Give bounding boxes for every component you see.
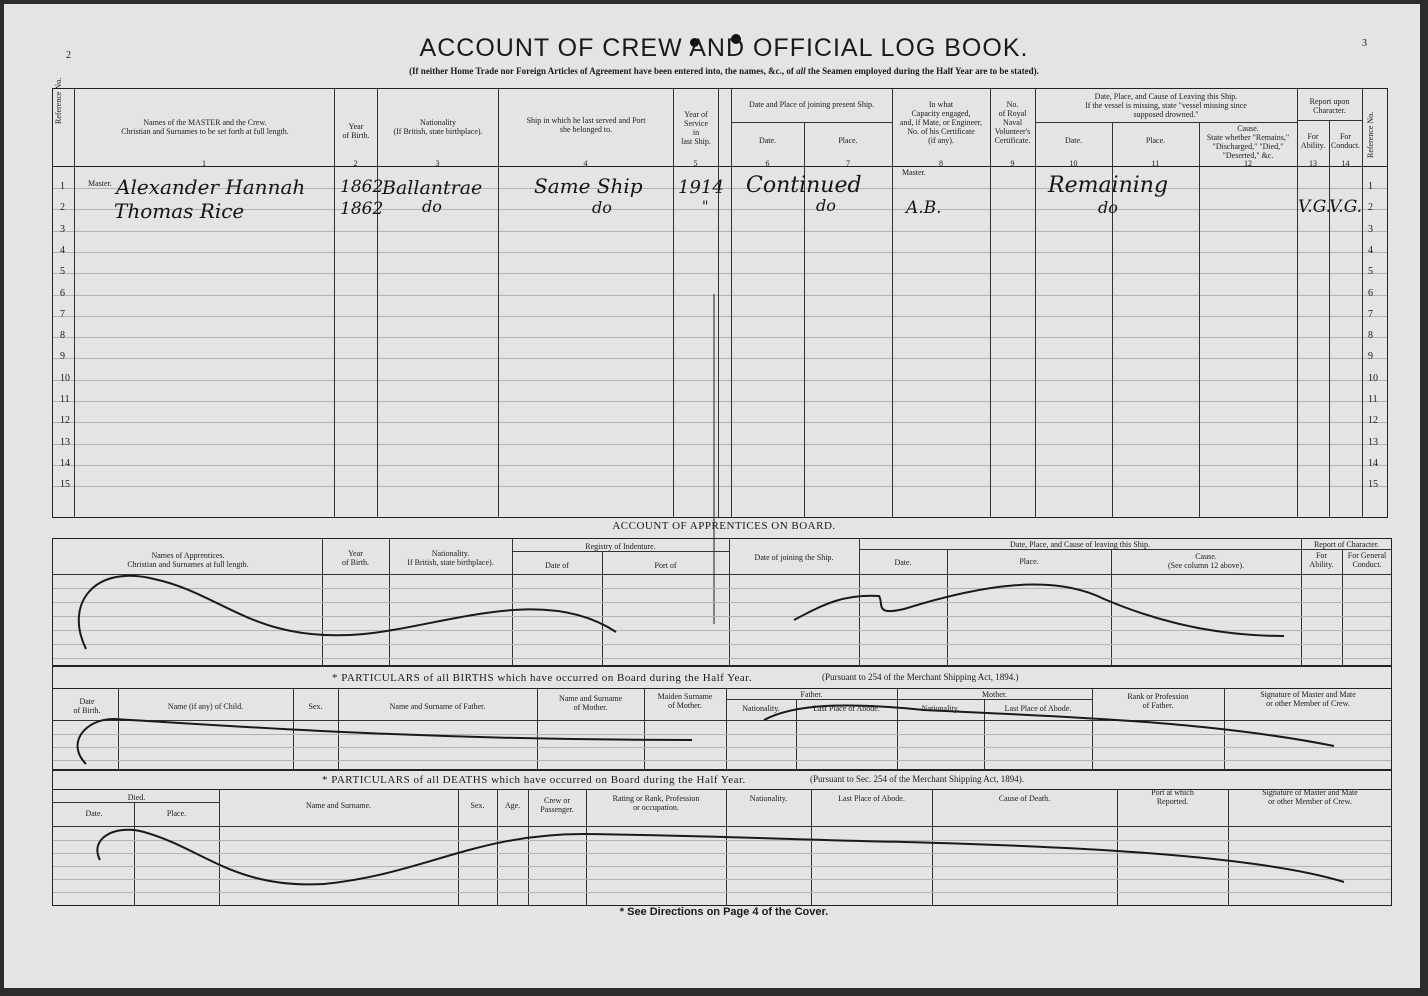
row-number: 1 (1368, 181, 1373, 192)
names-header-line: Names of the MASTER and the Crew. (143, 118, 267, 127)
header-line: "Deserted," &c. (1222, 151, 1274, 160)
log-book-page (4, 4, 1420, 988)
header-line: Year of Service (684, 110, 708, 128)
header-line: For (1307, 132, 1319, 141)
died-header: Died. (127, 793, 146, 802)
mother-abode-header: Last Place of Abode. (1004, 704, 1072, 713)
row-number: 8 (1368, 330, 1373, 341)
header-line: of Royal (998, 109, 1027, 118)
crew-year-birth: 1862 (340, 199, 384, 219)
header-line: If the vessel is missing, state "vessel missing since (1085, 101, 1247, 110)
row-number: 5 (60, 266, 65, 277)
death-nationality-header: Nationality. (749, 794, 788, 803)
crew-joining: Continued (746, 173, 862, 198)
row-number: 13 (60, 437, 70, 448)
header-line: or other Member of Crew. (1266, 699, 1350, 708)
header-line: Signature of Master and Mate (1262, 788, 1358, 797)
row-number: 7 (1368, 309, 1373, 320)
header-line: Conduct. (1352, 560, 1382, 569)
deaths-act: (Pursuant to Sec. 254 of the Merchant Shipping Act, 1894). (810, 774, 1024, 784)
row-number: 15 (60, 479, 70, 490)
header-line: and, if Mate, or Engineer, (899, 118, 983, 127)
row-number: 1 (60, 181, 65, 192)
master-label: Master. (88, 179, 112, 188)
page-number-right: 3 (1362, 38, 1367, 49)
mother-nationality-header: Nationality. (921, 704, 960, 713)
header-line: Ability. (1309, 560, 1334, 569)
crew-year-birth: 1862 (340, 177, 384, 197)
row-number: 4 (1368, 245, 1373, 256)
row-number: 12 (1368, 415, 1378, 426)
row-number: 13 (1368, 437, 1378, 448)
header-line: For (1339, 132, 1352, 141)
crew-ability: V.G. (1298, 197, 1332, 217)
header-line: Passenger. (540, 805, 574, 814)
leaving-place-header: Place. (1145, 136, 1166, 145)
row-number: 8 (60, 330, 65, 341)
deaths-cancel-stroke (97, 830, 1344, 885)
death-name-header: Name and Surname. (305, 801, 372, 810)
header-line: Maiden Surname (657, 692, 713, 701)
leaving-date-header: Date. (1064, 136, 1083, 145)
death-abode-header: Last Place of Abode. (838, 794, 905, 803)
cancellation-strokes (4, 4, 1420, 988)
death-place-header: Place. (166, 809, 187, 818)
header-line: Signature of Master and Mate (1260, 690, 1356, 699)
crew-name: Alexander Hannah (116, 175, 306, 199)
column-number: 5 (693, 159, 698, 168)
ref-no-header-right: Reference No. (1366, 111, 1375, 158)
subtitle-text: the Seamen employed during the Half Year are to be stated). (805, 66, 1039, 76)
column-number: 13 (1309, 159, 1317, 168)
header-line: Conduct. (1330, 141, 1361, 150)
row-number: 11 (1368, 394, 1378, 405)
deaths-title: * PARTICULARS of all DEATHS which have occurred on Board during the Half Year. (322, 774, 746, 786)
row-number: 4 (60, 245, 65, 256)
header-line: Date (79, 697, 95, 706)
crew-last-ship: Same Ship (534, 174, 643, 198)
crew-nationality: do (422, 197, 442, 216)
row-number: 12 (60, 415, 70, 426)
header-line: of Birth. (342, 131, 370, 140)
column-number: 14 (1341, 159, 1350, 168)
header-line: (See column 12 above). (1168, 561, 1244, 570)
death-sex-header: Sex. (470, 801, 485, 810)
apprentices-title: ACCOUNT OF APPRENTICES ON BOARD. (612, 520, 836, 532)
column-number: 2 (353, 159, 358, 168)
names-header-line: Christian and Surnames to be set forth at full length. (121, 127, 289, 136)
row-number: 14 (1368, 458, 1378, 469)
father-nationality-header: Nationality. (742, 704, 780, 713)
header-line: Ability. (1300, 141, 1326, 150)
births-title: * PARTICULARS of all BIRTHS which have occurred on Board during the Half Year. (332, 672, 753, 684)
registry-header: Registry of Indenture. (585, 542, 656, 551)
crew-year-service: " (702, 199, 709, 215)
column-number: 10 (1069, 159, 1078, 168)
page-title: ACCOUNT OF CREW AND OFFICIAL LOG BOOK. (419, 34, 1029, 62)
header-line: Certificate. (994, 136, 1031, 145)
page-number-left: 2 (66, 50, 71, 61)
child-name-header: Name (if any) of Child. (167, 702, 244, 711)
father-header: Father. (800, 690, 823, 699)
row-number: 10 (1368, 373, 1378, 384)
header-line: (if any). (928, 136, 954, 145)
column-number: 1 (202, 159, 206, 168)
header-line: Date, Place, and Cause of Leaving this Ship. (1094, 92, 1238, 101)
apprentice-date-header: Date. (894, 558, 912, 567)
row-number: 9 (1368, 351, 1373, 362)
crew-name: Thomas Rice (114, 199, 245, 223)
crew-nationality: Ballantrae (382, 177, 483, 199)
row-number: 3 (1368, 224, 1373, 235)
header-line: Year (348, 122, 364, 131)
birth-sex-header: Sex. (308, 702, 323, 711)
row-number: 9 (60, 351, 65, 362)
header-line: Name and Surname (558, 694, 623, 703)
subtitle-emphasis: all (796, 66, 806, 76)
row-number: 2 (60, 202, 65, 213)
ref-no-header: Reference No. (54, 77, 63, 124)
apprentice-leaving-header: Date, Place, and Cause of leaving this Ship. (1010, 540, 1150, 549)
header-line: of Birth. (73, 706, 101, 715)
apprentices-cancel-stroke (794, 585, 1284, 636)
footer-note: * See Directions on Page 4 of the Cover. (619, 906, 829, 918)
crew-last-ship: do (592, 198, 612, 217)
header-line: she belonged to. (559, 125, 613, 134)
births-cancel-stroke (78, 719, 692, 764)
joining-date-header: Date. (758, 136, 777, 145)
header-line: of Mother. (668, 701, 702, 710)
row-number: 10 (60, 373, 70, 384)
header-line: last Ship. (681, 137, 711, 146)
father-abode-header: Last Place of Abode. (813, 704, 880, 713)
header-line: Christian and Surnames at full length. (127, 560, 249, 569)
port-of-header: Port of (654, 561, 677, 570)
death-date-header: Date. (85, 809, 103, 818)
header-line: Report upon (1309, 97, 1350, 106)
crew-conduct: V.G. (1329, 197, 1363, 217)
death-age-header: Age. (504, 801, 521, 810)
capacity-master-label: Master. (902, 168, 926, 177)
apprentice-joining-header: Date of joining the Ship. (754, 553, 834, 562)
apprentice-report-header: Report of Character. (1313, 540, 1380, 549)
header-line: For General (1347, 551, 1387, 560)
header-line: or occupation. (633, 803, 679, 812)
header-line: (If British, state birthplace). (393, 127, 483, 136)
header-line: Cause. (1237, 124, 1259, 133)
crew-leaving: Remaining (1048, 173, 1169, 198)
header-line: Nationality (420, 118, 456, 127)
header-line: or other Member of Crew. (1268, 797, 1352, 806)
header-line: Naval (1002, 118, 1023, 127)
header-line: Port at which (1151, 788, 1194, 797)
header-line: Character. (1313, 106, 1346, 115)
row-number: 7 (60, 309, 65, 320)
header-line: In what (928, 100, 954, 109)
header-line: of Father. (1142, 701, 1174, 710)
header-line: Ship in which he last served and Port (526, 116, 646, 125)
header-line: of Mother. (573, 703, 608, 712)
date-of-header: Date of (545, 561, 569, 570)
column-number: 6 (765, 159, 770, 168)
header-line: Cause. (1195, 552, 1217, 561)
joining-place-header: Place. (838, 136, 858, 145)
row-number: 6 (1368, 288, 1373, 299)
column-number: 4 (583, 159, 588, 168)
header-line: Year (348, 549, 363, 558)
crew-leaving: do (1098, 198, 1118, 217)
apprentice-place-header: Place. (1019, 557, 1039, 566)
column-number: 9 (1010, 159, 1015, 168)
row-number: 3 (60, 224, 65, 235)
subtitle-text: (If neither Home Trade nor Foreign Articles of Agreement have been entered into, the names, &c., of (409, 66, 797, 76)
row-number: 5 (1368, 266, 1373, 277)
header-line: "Discharged," "Died," (1212, 142, 1284, 151)
row-number: 2 (1368, 202, 1373, 213)
cause-of-death-header: Cause of Death. (998, 794, 1051, 803)
column-number: 8 (939, 159, 943, 168)
header-line: Capacity engaged, (911, 109, 971, 118)
apprentices-cancel-stroke (79, 576, 616, 649)
header-line: For (1315, 551, 1328, 560)
births-cancel-stroke (764, 705, 1334, 746)
crew-joining: do (816, 196, 836, 215)
header-line: Volunteer's (994, 127, 1031, 136)
column-number: 11 (1151, 159, 1160, 168)
births-act: (Pursuant to 254 of the Merchant Shipping Act, 1894.) (822, 672, 1019, 682)
joining-header: Date and Place of joining present Ship. (748, 100, 875, 109)
row-number: 14 (60, 458, 70, 469)
row-number: 6 (60, 288, 65, 299)
crew-year-service: 1914 (678, 177, 724, 198)
header-line: No. of his Certificate (907, 127, 975, 136)
father-name-header: Name and Surname of Father. (389, 702, 486, 711)
header-line: of Birth. (341, 558, 370, 567)
header-line: No. (1006, 100, 1019, 109)
header-line: Reported. (1156, 797, 1189, 806)
header-line: in (692, 128, 700, 137)
row-number: 11 (60, 394, 70, 405)
column-number: 7 (846, 159, 850, 168)
column-number: 3 (435, 159, 440, 168)
column-number: 12 (1244, 159, 1252, 168)
header-line: Nationality. (431, 549, 470, 558)
header-line: Rating or Rank, Profession (612, 794, 700, 803)
header-line: Crew or (544, 796, 570, 805)
header-line: Rank or Profession (1127, 692, 1189, 701)
mother-header: Mother. (981, 690, 1008, 699)
header-line: If British, state birthplace). (407, 558, 494, 567)
header-line: State whether "Remains," (1206, 133, 1290, 142)
header-line: supposed drowned." (1133, 110, 1199, 119)
crew-capacity: A.B. (906, 198, 942, 218)
header-line: Names of Apprentices. (151, 551, 225, 560)
row-number: 15 (1368, 479, 1378, 490)
